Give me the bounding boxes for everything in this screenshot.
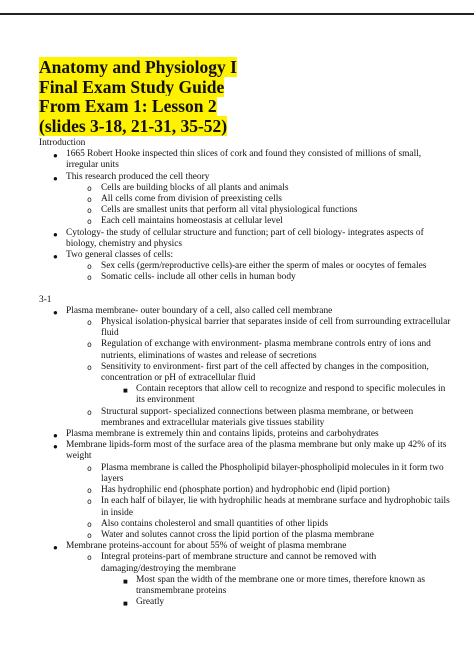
section-heading: Introduction (39, 138, 86, 148)
bullet-icon: o (87, 195, 92, 205)
bullet-list (39, 149, 454, 283)
list-item-text: Plasma membrane is extremely thin and contains lipids, proteins and carbohydrates (66, 429, 379, 440)
list-item (39, 552, 454, 574)
list-item-text: Contain receptors that allow cell to recognize and respond to specific molecules in its environment (136, 384, 446, 406)
list-item (39, 250, 454, 261)
title-line: Final Exam Study Guide (39, 76, 225, 97)
bullet-icon: o (87, 340, 92, 350)
list-item-text: Physical isolation-physical barrier that separates inside of cell from surrounding extracellular fluid (101, 317, 451, 339)
list-item-text: All cells come from division of preexisting cells (101, 194, 282, 205)
list-item-text: Sex cells (germ/reproductive cells)-are either the sperm of males or oocytes of females (101, 261, 427, 272)
list-item-text: In each half of bilayer, lie with hydrophilic heads at membrane surface and hydrophobic tails in inside (101, 496, 450, 518)
bullet-icon: ■ (123, 576, 128, 586)
bullet-icon: o (87, 486, 92, 496)
list-item (39, 306, 454, 317)
page-top-rule (0, 13, 474, 15)
document-body (39, 138, 454, 608)
list-item (39, 407, 454, 429)
bullet-icon: ● (53, 229, 58, 239)
list-item (39, 541, 454, 552)
list-item-text: Plasma membrane is called the Phospholipid bilayer-phospholipid molecules in it form two layers (101, 462, 444, 484)
list-item-text: Membrane lipids-form most of the surface area of the plasma membrane but only make up 42% of its weight (66, 440, 447, 462)
list-item (39, 194, 454, 205)
bullet-icon: ● (53, 307, 58, 317)
bullet-icon: ■ (123, 599, 128, 609)
list-item (39, 183, 454, 194)
list-item-text: Regulation of exchange with environment- plasma membrane controls entry of ions and nutrients, eliminations of wastes and release of secretions (101, 339, 431, 361)
list-item-text: Plasma membrane- outer boundary of a cell, also called cell membrane (66, 305, 333, 316)
list-item-text: Integral proteins-part of membrane structure and cannot be removed with damaging/destroying the membrane (101, 552, 377, 574)
list-item-text: Also contains cholesterol and small quantities of other lipids (101, 518, 329, 529)
list-item (39, 597, 454, 608)
bullet-icon: o (87, 553, 92, 563)
list-item (39, 216, 454, 227)
list-item-text: Membrane proteins-account for about 55% of weight of plasma membrane (66, 541, 347, 552)
title-line: (slides 3-18, 21-31, 35-52) (39, 115, 228, 136)
list-item (39, 339, 454, 361)
list-item (39, 496, 454, 518)
bullet-list (39, 306, 454, 608)
list-item-text: Greatly (136, 597, 165, 608)
title-line: From Exam 1: Lesson 2 (39, 96, 217, 116)
bullet-icon: o (87, 519, 92, 529)
list-item (39, 485, 454, 496)
list-item-text: Structural support- specialized connections between plasma membrane, or between membranes and extracellular materials give tissues stability (101, 406, 414, 428)
bullet-icon: ● (53, 431, 58, 441)
bullet-icon: o (87, 530, 92, 540)
list-item (39, 317, 454, 339)
list-item (39, 530, 454, 541)
list-item-text: Most span the width of the membrane one or more times, therefore known as transmembrane proteins (136, 574, 425, 596)
bullet-icon: ● (53, 442, 58, 452)
list-item (39, 272, 454, 283)
list-item (39, 384, 454, 406)
bullet-icon: o (87, 362, 92, 372)
bullet-icon: o (87, 183, 92, 193)
list-item (39, 261, 454, 272)
title-line: Anatomy and Physiology I (39, 57, 237, 77)
list-item-text: Cytology- the study of cellular structure and function; part of cell biology- integrates aspects of biology, chemistry and physics (66, 227, 424, 249)
bullet-icon: o (87, 262, 92, 272)
list-item-text: This research produced the cell theory (66, 171, 210, 182)
section-heading: 3-1 (39, 294, 52, 305)
list-item (39, 172, 454, 183)
bullet-icon: o (87, 273, 92, 283)
list-item-text: Cells are building blocks of all plants and animals (101, 182, 289, 193)
list-item-text: Has hydrophilic end (phosphate portion) and hydrophobic end (lipid portion) (101, 485, 390, 496)
list-item (39, 440, 454, 462)
document-page (39, 58, 454, 608)
list-item-text: Sensitivity to environment- first part of the cell affected by changes in the composition, concentration or pH of extracellular fluid (101, 361, 429, 384)
list-item (39, 463, 454, 485)
list-item (39, 429, 454, 440)
bullet-icon: o (87, 318, 92, 328)
list-item (39, 228, 454, 250)
list-item-text: 1665 Robert Hooke inspected thin slices of cork and found they consisted of millions of small, irregular units (66, 149, 422, 171)
list-item-text: Cells are smallest units that perform all vital physiological functions (101, 205, 358, 216)
list-item-text: Somatic cells- include all other cells in human body (101, 272, 296, 283)
bullet-icon: ● (53, 543, 58, 553)
bullet-icon: ● (53, 151, 58, 161)
list-item (39, 519, 454, 530)
list-item (39, 205, 454, 216)
list-item-text: Each cell maintains homeostasis at cellular level (101, 216, 283, 227)
bullet-icon: o (87, 407, 92, 417)
bullet-icon: o (87, 217, 92, 227)
bullet-icon: ■ (123, 386, 128, 396)
bullet-icon: o (87, 463, 92, 473)
bullet-icon: ● (53, 173, 58, 183)
list-item-text: Two general classes of cells: (66, 250, 174, 261)
list-item (39, 362, 454, 384)
document-title (39, 58, 454, 136)
bullet-icon: o (87, 497, 92, 507)
list-item (39, 149, 454, 171)
bullet-icon: o (87, 206, 92, 216)
list-item-text: Water and solutes cannot cross the lipid portion of the plasma membrane (101, 529, 374, 540)
list-item (39, 575, 454, 597)
bullet-icon: ● (53, 252, 58, 262)
